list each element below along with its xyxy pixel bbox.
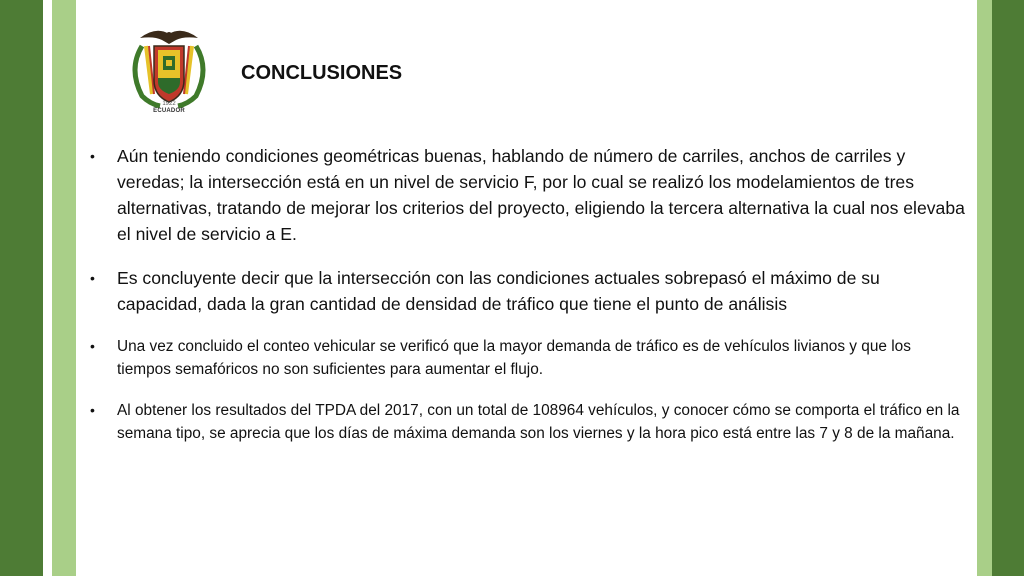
bullet-item <box>88 335 968 381</box>
emblem-year: 1922 <box>162 101 176 107</box>
bullet-marker: • <box>90 270 95 286</box>
bullet-text: Una vez concluido el conteo vehicular se verificó que la mayor demanda de tráfico es de vehículos livianos y que los tiempos semafóricos no son suficientes para aumentar el flujo. <box>117 338 911 378</box>
right-light-stripe <box>977 0 992 576</box>
bullet-marker: • <box>90 338 95 354</box>
bullet-text: Es concluyente decir que la intersección con las condiciones actuales sobrepasó el máximo de su capacidad, dada la gran cantidad de densidad de tráfico que tiene el punto de análisis <box>117 268 880 314</box>
left-dark-stripe <box>0 0 43 576</box>
bullet-marker: • <box>90 402 95 418</box>
slide-title: CONCLUSIONES <box>241 62 403 84</box>
bullet-item <box>88 265 968 317</box>
right-dark-stripe <box>992 0 1024 576</box>
bullet-marker: • <box>90 148 95 164</box>
bullet-list <box>88 143 968 445</box>
bullet-text: Aún teniendo condiciones geométricas buenas, hablando de número de carriles, anchos de carriles y veredas; la intersección está en un nivel de servicio F, por lo cual se realizó los modelamientos de tres alternativas, tratando de mejorar los criterios del proyecto, eligiendo la tercera alternativa la cual nos elevaba el nivel de servicio a E. <box>117 146 965 244</box>
emblem-caption: ECUADOR <box>153 108 185 114</box>
left-light-stripe <box>52 0 76 576</box>
bullet-item <box>88 399 968 445</box>
bullet-text: Al obtener los resultados del TPDA del 2017, con un total de 108964 vehículos, y conocer cómo se comporta el tráfico en la semana tipo, se aprecia que los días de máxima demanda son los viernes y la hora pico está entre las 7 y 8 de la mañana. <box>117 402 960 442</box>
bullet-item <box>88 143 968 247</box>
